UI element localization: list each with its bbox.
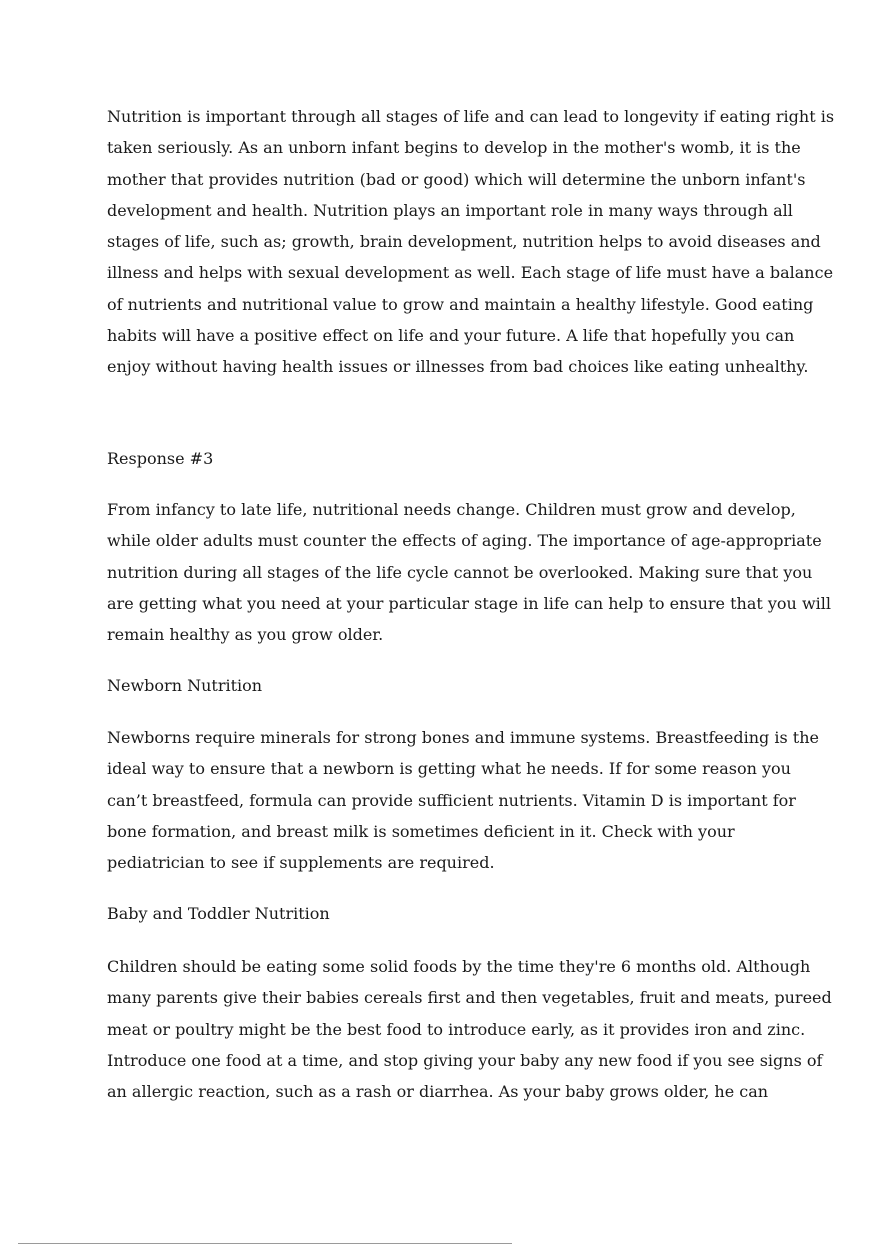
paragraph-line: illness and helps with sexual development as well. Each stage of life must have a balance [107,263,834,283]
response-heading: Response #3 [107,449,214,468]
paragraph-line: bone formation, and breast milk is sometimes deficient in it. Check with your [107,821,735,841]
paragraph-line: development and health. Nutrition plays an important role in many ways through all [107,200,793,220]
paragraph-line: remain healthy as you grow older. [107,625,384,645]
life-cycle-paragraph [107,494,831,650]
paragraph-line: can’t breastfeed, formula can provide sufficient nutrients. Vitamin D is important for [107,790,796,810]
paragraph-line: From infancy to late life, nutritional needs change. Children must grow and develop, [107,500,796,519]
paragraph-line: habits will have a positive effect on life and your future. A life that hopefully you can [107,326,795,346]
paragraph-line: Introduce one food at a time, and stop giving your baby any new food if you see signs of [107,1050,823,1070]
paragraph-line: many parents give their babies cereals first and then vegetables, fruit and meats, pureed [107,988,832,1008]
paragraph-line: an allergic reaction, such as a rash or diarrhea. As your baby grows older, he can [107,1082,769,1102]
paragraph-line: while older adults must counter the effects of aging. The importance of age-appropriate [107,531,822,551]
paragraph-line: enjoy without having health issues or illnesses from bad choices like eating unhealthy. [107,357,809,377]
paragraph-line: Newborns require minerals for strong bones and immune systems. Breastfeeding is the [107,728,819,747]
paragraph-line: nutrition during all stages of the life cycle cannot be overlooked. Making sure that you [107,562,813,582]
newborn-heading: Newborn Nutrition [107,676,263,695]
paragraph-line: taken seriously. As an unborn infant begins to develop in the mother's womb, it is the [107,138,801,158]
paragraph-line: meat or poultry might be the best food to introduce early, as it provides iron and zinc. [107,1019,806,1039]
paragraph-line: mother that provides nutrition (bad or good) which will determine the unborn infant's [107,169,806,189]
paragraph-line: Nutrition is important through all stages of life and can lead to longevity if eating right is [107,107,835,126]
paragraph-line: pediatrician to see if supplements are required. [107,853,495,873]
footer-divider [18,1243,512,1244]
paragraph-line: Children should be eating some solid foods by the time they're 6 months old. Although [107,957,811,976]
paragraph-line: are getting what you need at your particular stage in life can help to ensure that you will [107,593,831,613]
paragraph-line: stages of life, such as; growth, brain development, nutrition helps to avoid diseases and [107,232,821,252]
newborn-paragraph [107,722,819,878]
baby-toddler-heading: Baby and Toddler Nutrition [107,904,330,923]
paragraph-line: ideal way to ensure that a newborn is getting what he needs. If for some reason you [107,759,791,779]
baby-toddler-paragraph [107,951,832,1107]
paragraph-line: of nutrients and nutritional value to grow and maintain a healthy lifestyle. Good eating [107,294,814,314]
intro-paragraph [107,101,835,383]
